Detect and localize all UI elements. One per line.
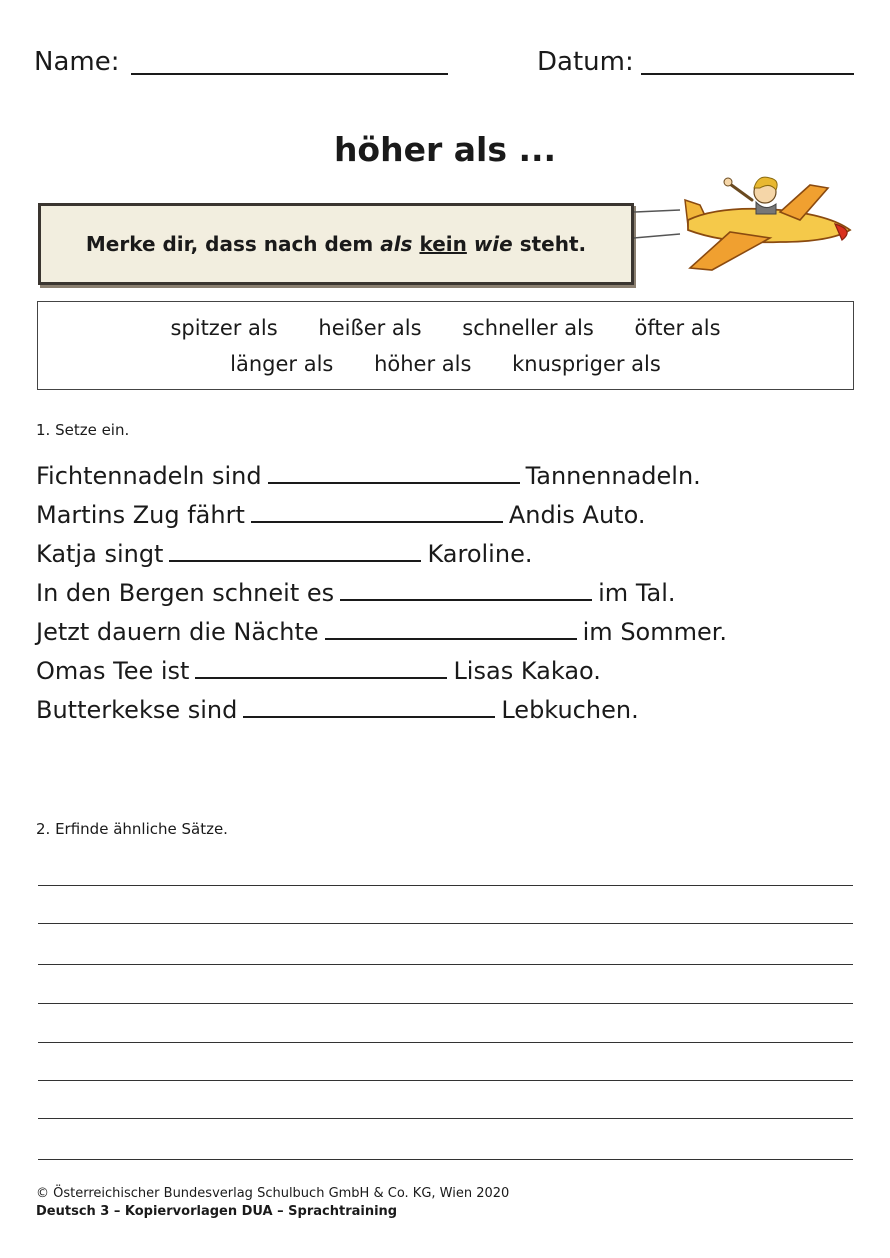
fill-blank[interactable]: [243, 698, 495, 718]
word-bank-item: schneller als: [462, 316, 594, 340]
rule-note-banner: [38, 203, 634, 285]
date-label: Datum:: [537, 47, 634, 77]
rule-note-text: [41, 232, 631, 256]
sentence-7: Butterkekse sind Lebkuchen.: [36, 696, 639, 724]
word-bank-item: öfter als: [634, 316, 721, 340]
fill-blank[interactable]: [325, 620, 577, 640]
note-suffix: steht.: [519, 232, 587, 256]
writing-line[interactable]: [38, 964, 853, 965]
airplane-icon: [685, 177, 850, 270]
note-kein: kein: [419, 232, 467, 256]
note-wie: wie: [473, 232, 513, 256]
worksheet-title: höher als ...: [333, 130, 557, 169]
word-bank-item: höher als: [374, 352, 472, 376]
task-2-label: 2. Erfinde ähnliche Sätze.: [36, 820, 228, 838]
writing-line[interactable]: [38, 1159, 853, 1160]
series-info: Deutsch 3 – Kopiervorlagen DUA – Sprachtraining: [36, 1204, 398, 1219]
name-field-line[interactable]: [131, 73, 448, 75]
fill-blank[interactable]: [169, 542, 421, 562]
date-field-line[interactable]: [641, 73, 854, 75]
airplane-illustration: [630, 160, 860, 280]
tow-rope-top: [634, 210, 680, 212]
sentence-3: Katja singt Karoline.: [36, 540, 533, 568]
word-bank-item: heißer als: [318, 316, 422, 340]
writing-line[interactable]: [38, 923, 853, 924]
fill-blank[interactable]: [268, 464, 520, 484]
writing-line[interactable]: [38, 1003, 853, 1004]
word-bank-item: spitzer als: [170, 316, 278, 340]
writing-line[interactable]: [38, 885, 853, 886]
name-label: Name:: [34, 47, 120, 77]
word-bank-item: knuspriger als: [512, 352, 661, 376]
sentence-6: Omas Tee ist Lisas Kakao.: [36, 657, 601, 685]
word-bank-row-2: [38, 352, 853, 376]
fill-blank[interactable]: [340, 581, 592, 601]
writing-line[interactable]: [38, 1080, 853, 1081]
sentence-2: Martins Zug fährt Andis Auto.: [36, 501, 646, 529]
sentence-4: In den Bergen schneit es im Tal.: [36, 579, 676, 607]
fill-blank[interactable]: [195, 659, 447, 679]
tow-rope-bottom: [634, 234, 680, 238]
task-1-label: 1. Setze ein.: [36, 421, 130, 439]
word-bank-row-1: [38, 316, 853, 340]
writing-line[interactable]: [38, 1042, 853, 1043]
word-bank-box: [37, 301, 854, 390]
note-als: als: [380, 232, 413, 256]
fill-blank[interactable]: [251, 503, 503, 523]
note-prefix: Merke dir, dass nach dem: [85, 232, 374, 256]
copyright-notice: © Österreichischer Bundesverlag Schulbuch GmbH & Co. KG, Wien 2020: [36, 1186, 510, 1201]
sentence-5: Jetzt dauern die Nächte im Sommer.: [36, 618, 728, 646]
writing-line[interactable]: [38, 1118, 853, 1119]
word-bank-item: länger als: [230, 352, 334, 376]
sentence-1: Fichtennadeln sind Tannennadeln.: [36, 462, 701, 490]
